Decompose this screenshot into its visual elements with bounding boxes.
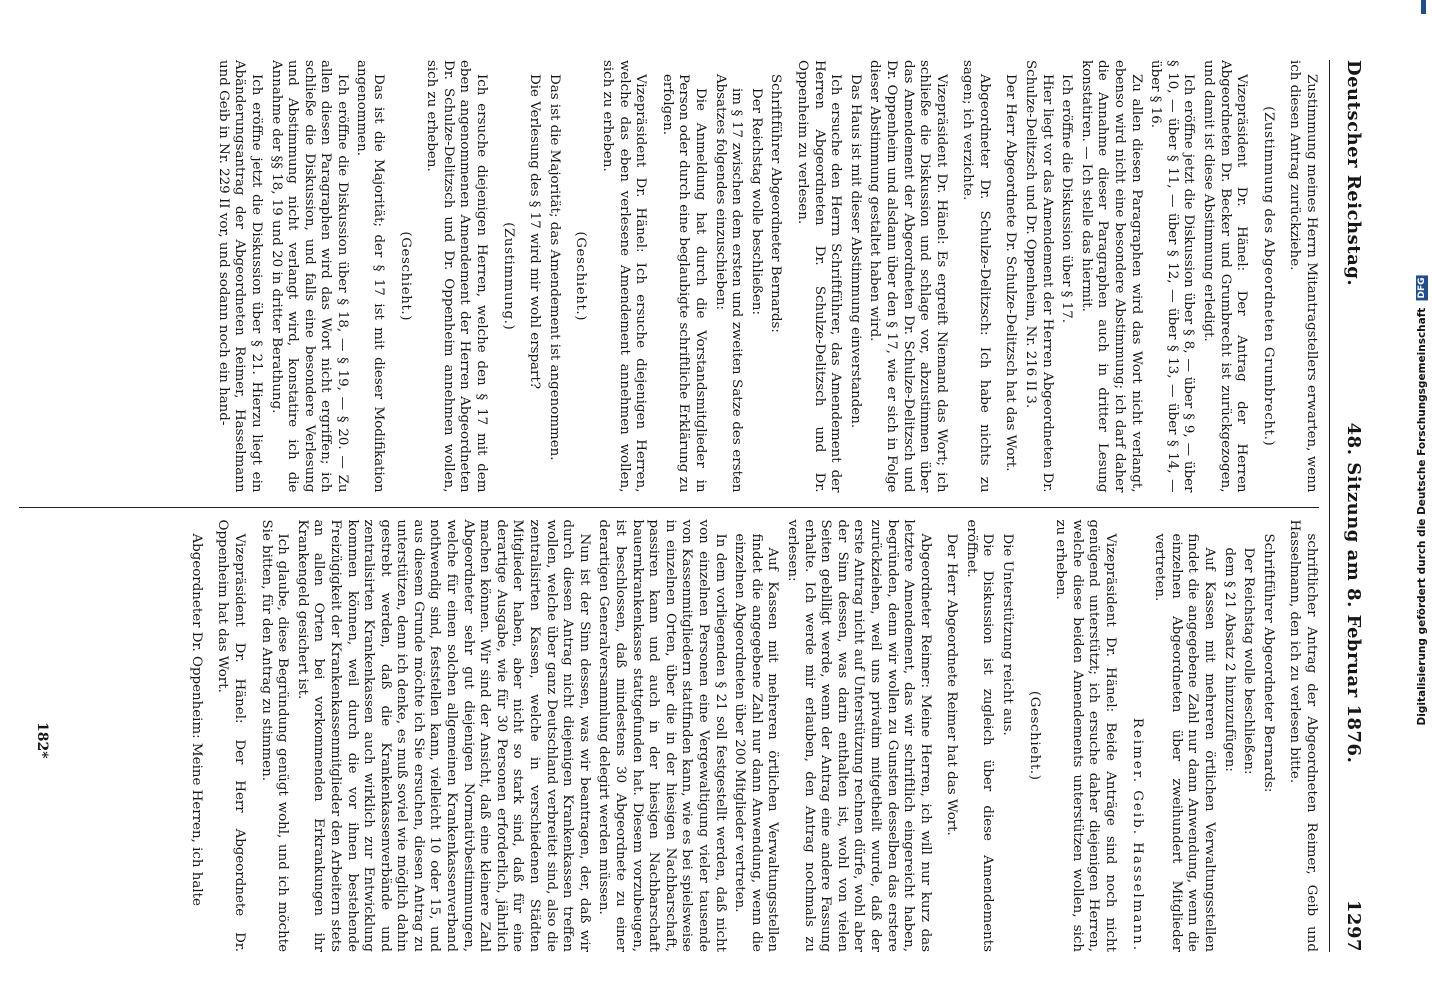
- left-column-paragraph: Hier liegt vor das Amendement der Herren Abgeordneten Dr. Schulze-Delitzsch und Dr. Oppenheim, Nr. 216 II 3.: [1023, 60, 1055, 493]
- left-column-paragraph: Das Haus ist mit dieser Abstimmung einverstanden.: [847, 74, 863, 429]
- right-column-paragraph: Nun ist der Sinn dessen, was wir beantragen, der, daß wir durch diesen Antrag nicht diejenigen Krankenkassen treffen wollen, welche über ganz Deutschland verbreitet sind, also die zentralisirten Kassen, welche in verschiedenen Städten Mitglieder haben, aber nicht so stark sind, daß für eine derartige Ausgabe, wie für 30 Personen erforderlich, jährlich machen können. Wir sind der Ansicht, daß eine kleinere Zahl Abgeordneter sehr gut diejenigen Normativbestimmungen, welche für einen solchen allgemeinen Krankenkassenverband nothwendig sind, feststellen kann, vielleicht 10 oder 15, und aus diesem Grunde möchte ich Sie ersuchen, diesen Antrag zu unterstützen, denn ich denke, es muß soviel wie möglich dahin gestrebt werden, daß die Krankenkassenverbände und zentralisirten Krankenkassen auch wirklich zur Entwicklung kommen können, weil durch die vor ihnen bestehende Freizügigkeit der Krankenkassenmitglieder den Arbeitern stets an allen Orten bei vorkommenden Erkrankungen ihr Krankengeld gesichert ist.: [294, 519, 592, 952]
- left-column-paragraph: Das ist die Majorität; der § 17 ist mit dieser Modifikation angenommen.: [354, 60, 387, 493]
- left-column-paragraph: Vizepräsident Dr. Hänel: Es ergreift Niemand das Wort; ich schließe die Diskussion und schlage vor, abzustimmen über das Amendement der Abgeordneten Dr. Schulze-Delitzsch und Dr. Oppenheim und alsdann über den § 17, wie er sich in Folge dieser Abstimmung gestaltet haben wird.: [867, 60, 949, 493]
- left-column-paragraph: Abgeordneter Dr. Schulze-Delitzsch: Ich habe nichts zu sagen; ich verzichte.: [960, 60, 992, 493]
- left-column-paragraph: Zu allen diesen Paragraphen wird das Wort nicht verlangt, ebenso wird nicht eine besondere Abstimmung; ich darf daher die Annahme dieser Paragraphen auch in dritter Lesung konstatiren. — Ich stelle das hiermit.: [1078, 60, 1144, 493]
- dfg-credit-text: Digitalisierung gefördert durch die Deutsche Forschungsgemeinschaft: [1416, 307, 1428, 726]
- right-column-paragraph: Vizepräsident Dr. Hänel: Der Herr Abgeordnete Dr. Oppenheim hat das Wort.: [215, 519, 247, 952]
- right-column-paragraph: Die Unterstützung reicht aus.: [1000, 533, 1016, 736]
- left-column-paragraph: Ich eröffne die Diskussion über § 17.: [1059, 74, 1075, 324]
- dfg-logo-tag: DFG: [1417, 276, 1427, 298]
- right-column-paragraph: Reimer. Geib. Hasselmann.: [1129, 717, 1145, 952]
- right-column-paragraph: dem § 21 Absatz 2 hinzuzufügen:: [1221, 547, 1237, 772]
- left-column-paragraph: Ich ersuche diejenigen Herren, welche den § 17 mit dem eben angenommenen Amendement der Herren Abgeordneten Dr. Schulze-Delitzsch und Dr. Oppenheim annehmen wollen, sich zu erheben.: [424, 60, 490, 493]
- left-column-paragraph: Die Verlesung des § 17 wird mir wohl erspart?: [527, 74, 543, 390]
- left-column: [19, 60, 1319, 493]
- right-column: [19, 507, 1319, 953]
- left-column-paragraph: Der Herr Abgeordnete Dr. Schulze-Delitzsch hat das Wort.: [1003, 74, 1019, 472]
- right-column-paragraph: Auf Kassen mit mehreren örtlichen Verwaltungsstellen findet die angegebene Zahl nur dann Anwendung, wenn die einzelnen Abgeordneten über 200 Mitglieder vertreten.: [732, 533, 781, 952]
- left-column-paragraph: (Zustimmung.): [500, 222, 516, 331]
- left-column-paragraph: Vizepräsident Dr. Hänel: Ich ersuche diejenigen Herren, welche das eben verlesene Amendement annehmen wollen, sich zu erheben.: [600, 60, 649, 493]
- right-column-paragraph: In dem vorliegenden § 21 soll festgestellt werden, daß nicht von einzelnen Personen eine Vergewaltigung vieler tausende von Kassenmitgliedern stattfinden kann, wie es bei spielsweise in einzelnen Orten, über die in der hiesigen Nachbarschaft, passiren kann und auch in der hiesigen Nachbarschaft bauernkrankenkasse stattgefunden hat. Diesem vorzubeugen, ist beschlossen, daß mindestens 30 Abgeordnete zu einer derartigen Generalversammlung delegirt werden müssen.: [596, 519, 728, 952]
- left-column-paragraph: Vizepräsident Dr. Hänel: Der Antrag der Herren Abgeordneten Dr. Becker und Grumbrecht ist zurückgezogen, und damit ist diese Abstimmung erledigt.: [1201, 60, 1250, 493]
- left-column-paragraph: (Geschieht.): [397, 231, 413, 322]
- left-column-paragraph: Ich eröffne jetzt die Diskussion über § 8, — über § 9, — über § 10, — über § 11, — über § 12, — über § 13, — über § 14, — über § 16.: [1148, 60, 1197, 493]
- right-column-paragraph: Der Reichstag wolle beschließen:: [1241, 547, 1257, 775]
- text-columns: [19, 60, 1319, 952]
- page-header: [1329, 60, 1364, 952]
- left-column-paragraph: Der Reichstag wolle beschließen:: [748, 88, 764, 316]
- right-column-paragraph: Abgeordneter Dr. Oppenheim: Meine Herren, ich halte: [188, 533, 204, 906]
- left-column-paragraph: Die Anmeldung hat durch die Vorstandsmitglieder in Person oder durch eine beglaubigte schriftliche Erklärung zu erfolgen.: [659, 74, 708, 493]
- right-column-paragraph: schriftlicher Antrag der Abgeordneten Reimer, Geib und Hasselmann, den ich zu verlesen bitte.: [1287, 519, 1319, 952]
- right-column-paragraph: Abgeordneter Reimer: Meine Herren, ich will nur kurz das letztere Amendement, das wir schriftlich eingereicht haben, begründen, denn wir wollen zu Gunsten desselben das erstere zurückziehen, weil uns privatim mitgetheilt wurde, daß der erste Antrag nicht auf Unterstützung rechnen dürfe, wohl aber der Sinn dessen, was darin enthalten ist, wohl von vielen Seiten gebilligt werde, wenn der Antrag eine andere Fassung erhalte. Ich werde mir erlauben, den Antrag nochmals zu verlesen:: [784, 519, 933, 952]
- left-column-paragraph: im § 17 zwischen dem ersten und zweiten Satze des ersten Absatzes folgendes einzuschieben:: [712, 74, 745, 493]
- left-column-paragraph: Ich eröffne jetzt die Diskussion über § 21. Hierzu liegt ein Abänderungsantrag der Abgeordneten Reimer, Hasselmann und Geib in Nr. 229 II vor, und sodann noch ein hand-: [215, 60, 264, 493]
- page-number: 1297: [1343, 899, 1364, 952]
- right-column-paragraph: Vizepräsident Dr. Hänel: Beide Anträge sind noch nicht genügend unterstützt; ich ersuche daher diejenigen Herren, welche diese beiden Amendements unterstützen wollen, sich zu erheben.: [1053, 519, 1119, 952]
- left-column-paragraph: Zustimmung meines Herrn Mitantragstellers erwarten, wenn ich diesen Antrag zurückziehe.: [1287, 60, 1319, 493]
- dfg-side-label: [1412, 0, 1432, 1000]
- left-column-paragraph: Schriftführer Abgeordneter Bernards:: [768, 74, 784, 333]
- left-column-paragraph: Das ist die Majorität; das Amendement ist angenommen.: [546, 74, 562, 461]
- left-column-paragraph: Ich eröffne die Diskussion über § 18, — § 19, — § 20. — Zu allen diesen Paragraphen wird das Wort nicht ergriffen; ich schließe die Diskussion, und falls eine besondere Verlesung und Abstimmung nicht verlangt wird, konstatire ich die Annahme der §§ 18, 19 und 20 in dritter Berathung.: [268, 60, 350, 493]
- right-column-paragraph: Schriftführer Abgeordneter Bernards:: [1260, 533, 1276, 793]
- right-column-paragraph: Auf Kassen mit mehreren örtlichen Verwaltungsstellen findet die angegebene Zahl nur dann Anwendung, wenn die einzelnen Abgeordneten über zweihundert Mitglieder vertreten.: [1152, 533, 1218, 952]
- right-column-paragraph: Ich glaube, diese Begründung genügt wohl, und ich möchte Sie bitten, für den Antrag zu stimmen.: [258, 519, 291, 952]
- right-column-paragraph: (Geschieht.): [1026, 690, 1042, 781]
- journal-title: Deutscher Reichstag.: [1343, 60, 1364, 287]
- left-column-paragraph: (Geschieht.): [573, 231, 589, 322]
- right-column-paragraph: Die Diskussion ist zugleich über diese Amendements eröffnet.: [963, 519, 996, 952]
- left-column-paragraph: Ich ersuche den Herrn Schriftführer, das Amendement der Herren Abgeordneten Dr. Schulze-Delitzsch und Dr. Oppenheim zu verlesen.: [794, 60, 844, 493]
- rotated-document-page: [0, 22, 1380, 982]
- session-title: 48. Sitzung am 8. Februar 1876.: [1343, 422, 1364, 764]
- left-column-paragraph: (Zustimmung des Abgeordneten Grumbrecht.): [1260, 106, 1276, 447]
- right-column-paragraph: Der Herr Abgeordnete Reimer hat das Wort.: [944, 533, 960, 836]
- signature-mark: 182*: [34, 722, 50, 759]
